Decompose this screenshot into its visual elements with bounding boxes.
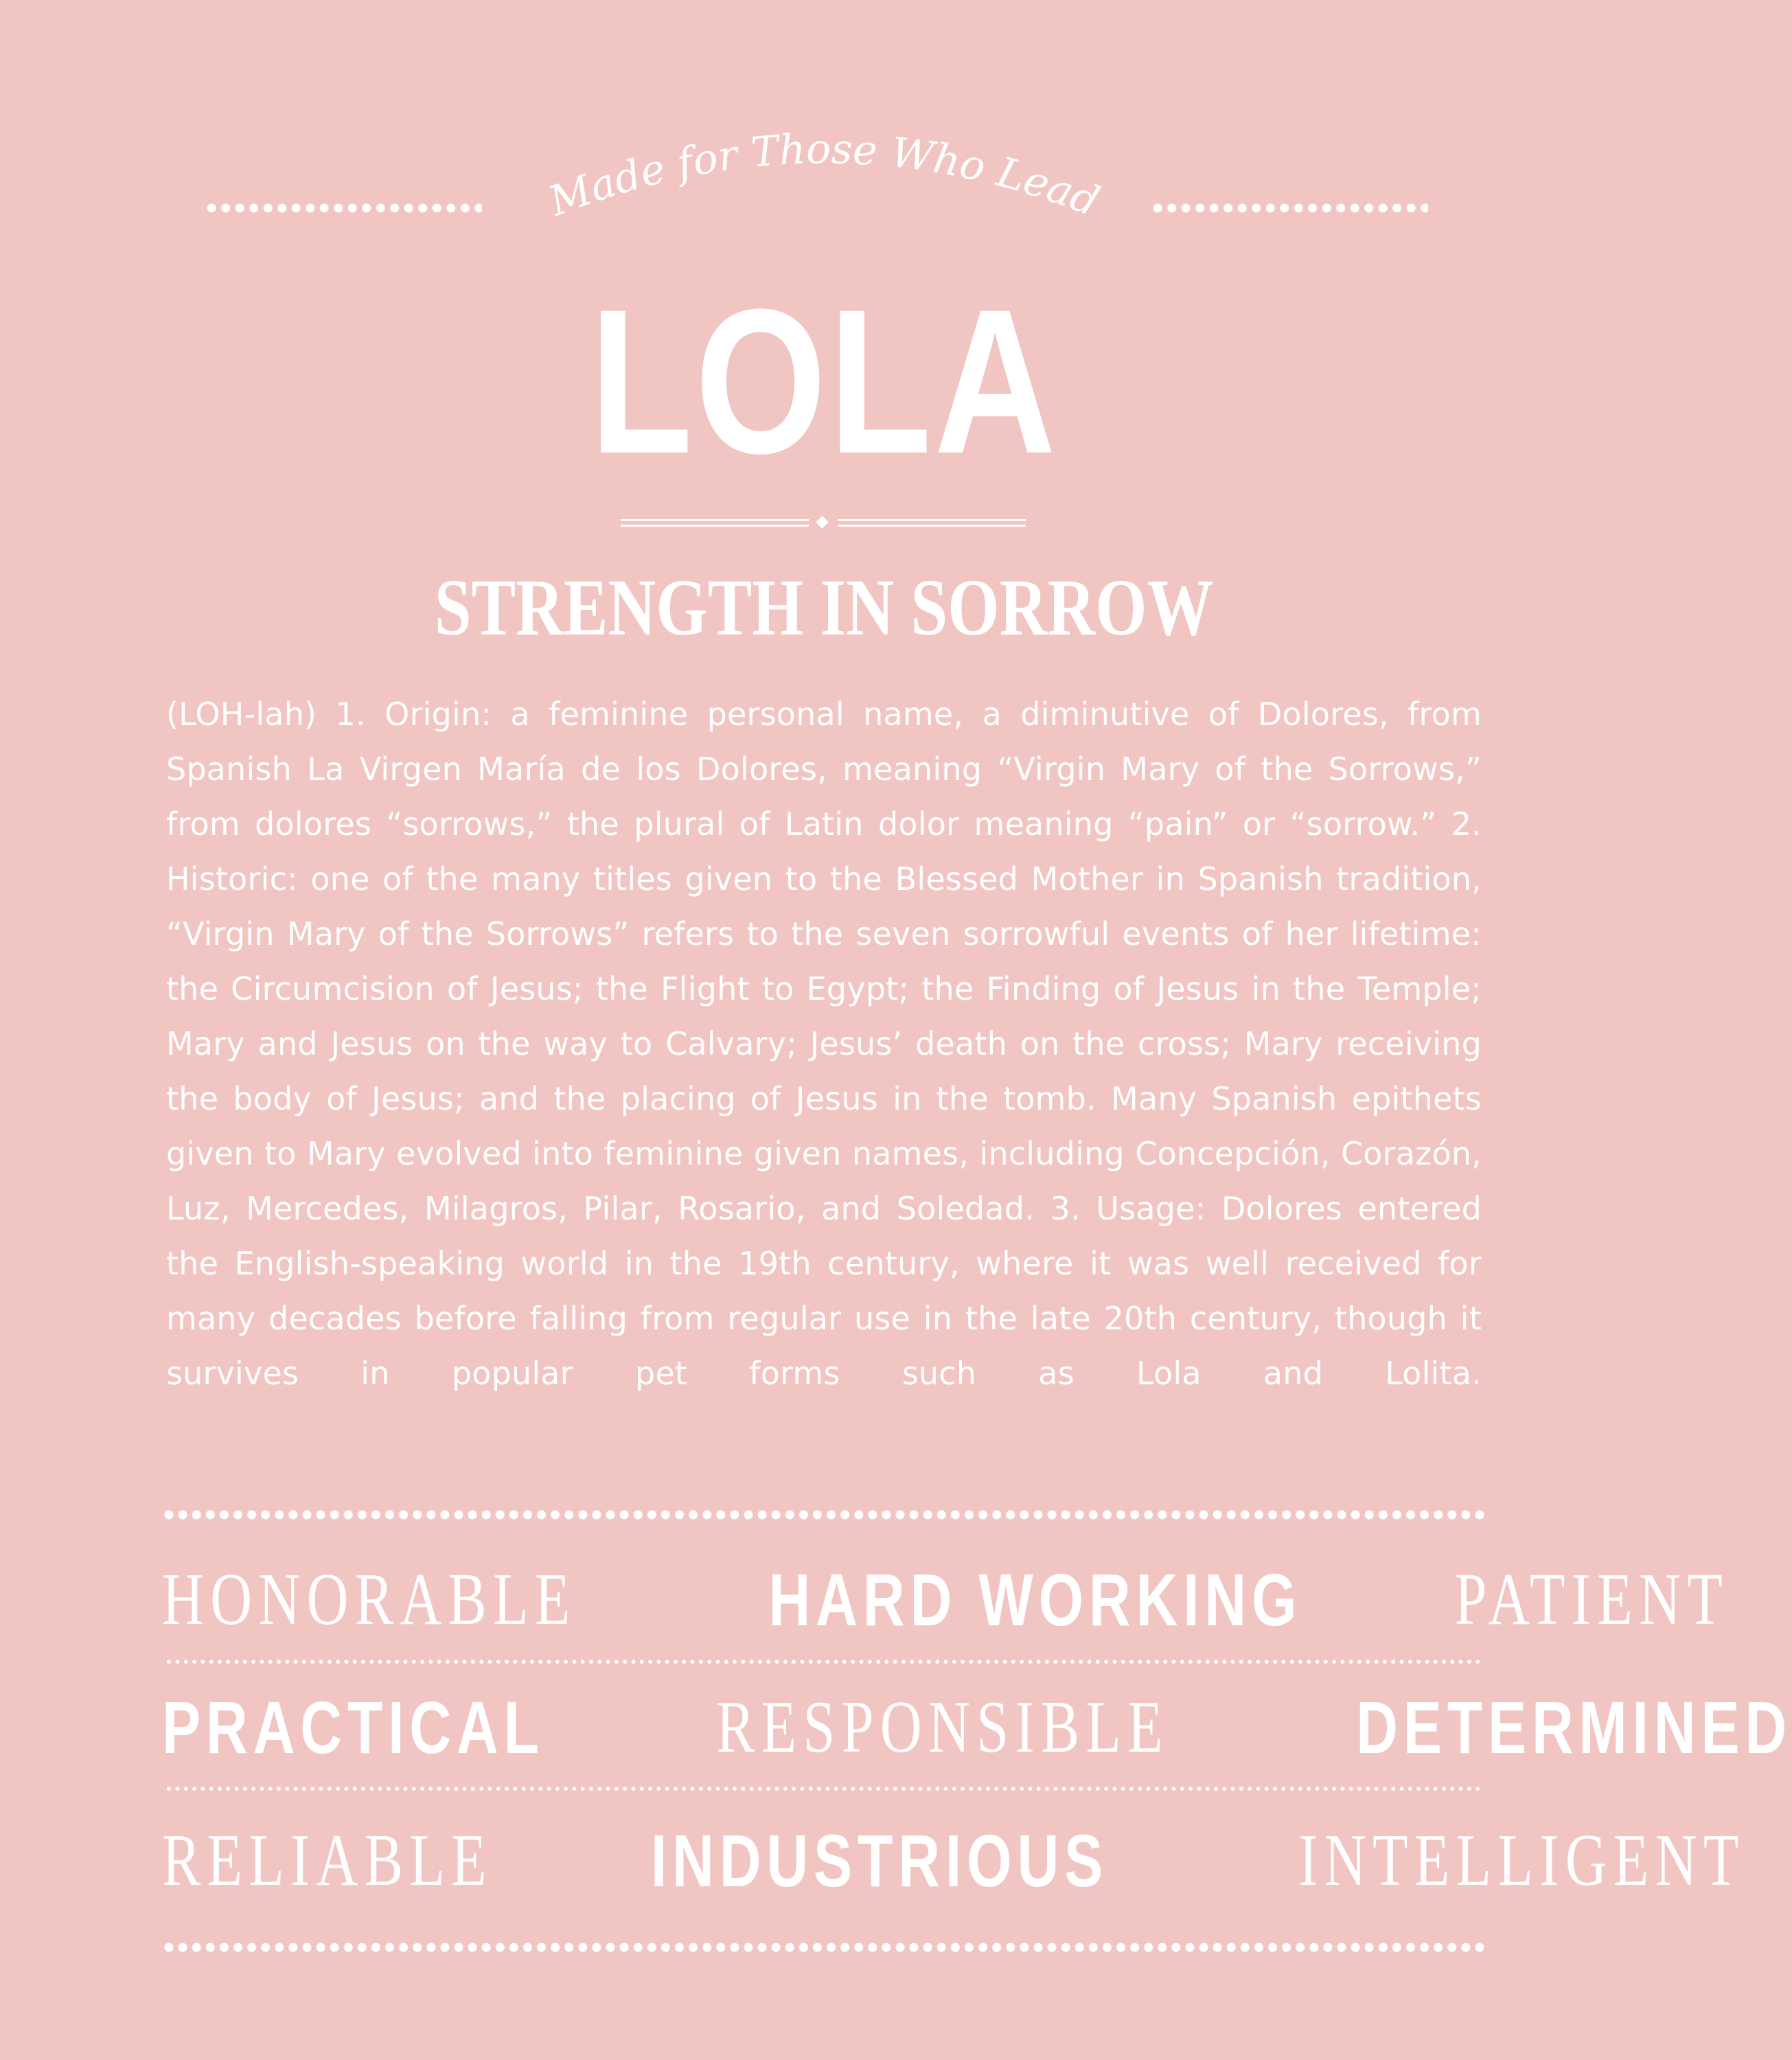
diamond-icon — [816, 516, 828, 528]
dotted-divider-traits-bottom — [162, 1943, 1487, 1952]
tagline-text: Made for Those Who Lead — [542, 125, 1106, 227]
dotted-divider-top-left — [205, 203, 482, 213]
trait-row — [162, 1552, 1729, 1648]
trait-row — [162, 1680, 1792, 1776]
trait-word: HARD WORKING — [768, 1558, 1302, 1641]
trait-word: PATIENT — [1454, 1559, 1729, 1640]
trait-word: RESPONSIBLE — [716, 1686, 1170, 1768]
ornament-line-left — [621, 519, 809, 527]
name-meaning: STRENGTH IN SORROW — [434, 562, 1214, 652]
trait-word: RELIABLE — [162, 1820, 493, 1901]
trait-word: PRACTICAL — [162, 1686, 544, 1769]
trait-row — [162, 1813, 1745, 1909]
dotted-divider-traits — [165, 1660, 1483, 1664]
trait-word: DETERMINED — [1356, 1686, 1792, 1769]
definition-paragraph: (LOH-lah) 1. Origin: a feminine personal name, a diminutive of Dolores, from Spanish La Virgen María de los Dolores, meaning “Virgin Mary of the Sorrows,” from dolores “sorrows,” the plural of Latin dolor meaning “pain” or “sorrow.” 2. Historic: one of the many titles given to the Blessed Mother in Spanish tradition, “Virgin Mary of the Sorrows” refers to the seven sorrowful events of her lifetime: the Circumcision of Jesus; the Flight to Egypt; the Finding of Jesus in the Temple; Mary and Jesus on the way to Calvary; Jesus’ death on the cross; Mary receiving the body of Jesus; and the placing of Jesus in the tomb. Many Spanish epithets given to Mary evolved into feminine given names, including Concepción, Corazón, Luz, Mercedes, Milagros, Pilar, Rosario, and Soledad. 3. Usage: Dolores entered the English-speaking world in the 19th century, where it was well received for many decades before falling from regular use in the late 20th century, though it survives in popular pet forms such as Lola and Lolita. — [166, 696, 1482, 1392]
ornament-line-right — [838, 519, 1026, 527]
trait-word: INTELLIGENT — [1298, 1820, 1745, 1901]
tagline — [529, 103, 1119, 240]
dotted-divider-traits-top — [162, 1510, 1487, 1520]
name-title: LOLA — [589, 266, 1059, 496]
trait-word: INDUSTRIOUS — [650, 1819, 1109, 1902]
dotted-divider-traits — [165, 1787, 1483, 1791]
trait-word: HONORABLE — [162, 1559, 577, 1640]
svg-text:Made for Those Who Lead — [542, 125, 1105, 226]
dotted-divider-top-right — [1151, 203, 1428, 213]
